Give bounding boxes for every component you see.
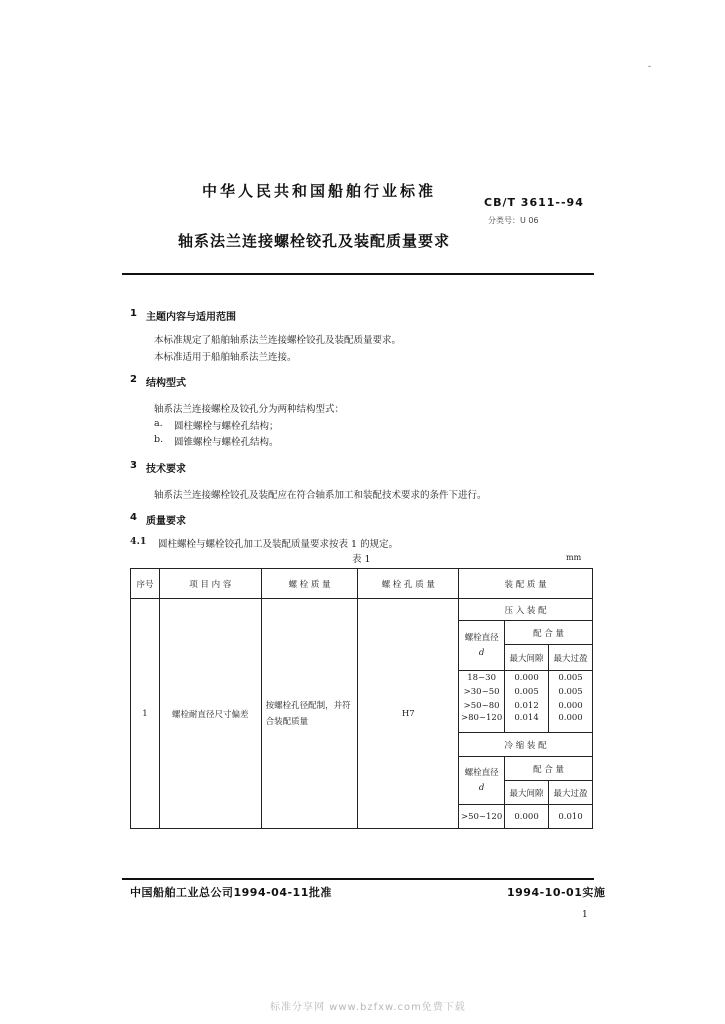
cold-fit-interf-0: 0.010 — [549, 805, 593, 829]
section-1-para-2: 本标准适用于船舶轴系法兰连接。 — [154, 352, 297, 363]
watermark[interactable]: 标准分享网 www.bzfxw.com免费下载 — [270, 1002, 466, 1013]
press-fit-interf-2: 0.000 — [549, 699, 593, 713]
press-fit-title: 压 入 装 配 — [459, 599, 593, 621]
press-fit-clear-1: 0.005 — [505, 685, 549, 699]
section-1-title: 主题内容与适用范围 — [146, 312, 236, 323]
approval-info: 中国船舶工业总公司1994-04-11批准 — [130, 886, 332, 899]
list-label-a: a. — [154, 418, 163, 429]
cold-fit-clear-0: 0.000 — [505, 805, 549, 829]
standard-number: CB/T 3611--94 — [484, 196, 584, 209]
section-1-number: 1 — [130, 308, 137, 319]
section-3-title: 技术要求 — [146, 464, 186, 475]
table-header-row — [131, 569, 593, 599]
press-fit-fit: 配 合 量 — [505, 621, 593, 645]
press-fit-interf-1: 0.005 — [549, 685, 593, 699]
cold-fit-fit: 配 合 量 — [505, 757, 593, 781]
section-3-para-1: 轴系法兰连接螺栓铰孔及装配应在符合轴系加工和装配技术要求的条件下进行。 — [154, 490, 487, 501]
section-2-para-1: 轴系法兰连接螺栓及铰孔分为两种结构型式： — [154, 404, 345, 415]
cold-fit-dia — [459, 757, 505, 805]
cold-fit-title: 冷 缩 装 配 — [459, 733, 593, 757]
row-bolt-line-2: 合装配质量 — [265, 716, 309, 727]
press-fit-dia — [459, 621, 505, 671]
clause-4-1-number: 4.1 — [130, 536, 147, 547]
issuing-org: 中华人民共和国船舶行业标准 — [202, 182, 437, 200]
row-seq: 1 — [131, 599, 160, 829]
header-rule — [122, 273, 594, 275]
quality-table — [130, 568, 593, 829]
press-fit-clear-2: 0.012 — [505, 699, 549, 713]
row-hole-quality: H7 — [358, 599, 459, 829]
header-item: 项 目 内 容 — [159, 569, 261, 599]
row-item: 螺栓耐直径尺寸偏差 — [159, 599, 261, 829]
header-hole: 螺 栓 孔 质 量 — [358, 569, 459, 599]
document-title: 轴系法兰连接螺栓铰孔及装配质量要求 — [178, 232, 451, 250]
row-bolt-line-1: 按螺栓孔径配制，并符 — [265, 700, 351, 711]
list-label-b: b. — [154, 434, 164, 445]
cold-fit-d-0: >50~120 — [459, 805, 505, 829]
section-1-para-1: 本标准规定了船舶轴系法兰连接螺栓铰孔及装配质量要求。 — [154, 335, 402, 346]
header-assembly: 装 配 质 量 — [459, 569, 593, 599]
press-fit-clear-3: 0.014 — [505, 713, 549, 733]
footer-rule — [122, 878, 594, 880]
implementation-date: 1994-10-01实施 — [507, 886, 606, 899]
cold-fit-max-clear: 最大间隙 — [505, 781, 549, 805]
table-caption: 表 1 — [352, 554, 371, 565]
section-2-number: 2 — [130, 374, 137, 385]
section-2-title: 结构型式 — [146, 378, 186, 389]
cold-fit-dia-label: 螺栓直径 — [464, 767, 499, 778]
page-number: 1 — [582, 910, 588, 920]
cold-fit-max-interf: 最大过盈 — [549, 781, 593, 805]
section-4-title: 质量要求 — [146, 516, 186, 527]
list-item-b: 圆锥螺栓与螺栓孔结构。 — [174, 437, 279, 448]
press-fit-dia-label: 螺栓直径 — [464, 632, 499, 643]
press-fit-interf-3: 0.000 — [549, 713, 593, 733]
clause-4-1-text: 圆柱螺栓与螺栓铰孔加工及装配质量要求按表 1 的规定。 — [158, 539, 399, 550]
press-fit-max-interf: 最大过盈 — [549, 645, 593, 671]
header-seq: 序号 — [131, 569, 160, 599]
section-4-number: 4 — [130, 512, 137, 523]
table-unit: mm — [566, 553, 582, 562]
corner-mark: - — [648, 62, 652, 72]
classification-number: 分类号：U 06 — [488, 216, 539, 225]
section-3-number: 3 — [130, 460, 137, 471]
row-bolt-quality — [261, 599, 358, 829]
press-fit-clear-0: 0.000 — [505, 671, 549, 685]
press-fit-d-3: >80~120 — [459, 713, 505, 733]
press-fit-d-1: >30~50 — [459, 685, 505, 699]
press-fit-interf-0: 0.005 — [549, 671, 593, 685]
press-fit-d-0: 18~30 — [459, 671, 505, 685]
list-item-a: 圆柱螺栓与螺栓孔结构； — [174, 421, 279, 432]
header-bolt: 螺 栓 质 量 — [261, 569, 358, 599]
press-fit-max-clear: 最大间隙 — [505, 645, 549, 671]
cold-fit-dia-symbol: d — [478, 782, 485, 793]
press-fit-dia-symbol: d — [478, 647, 485, 658]
press-fit-d-2: >50~80 — [459, 699, 505, 713]
table-row — [131, 599, 593, 621]
